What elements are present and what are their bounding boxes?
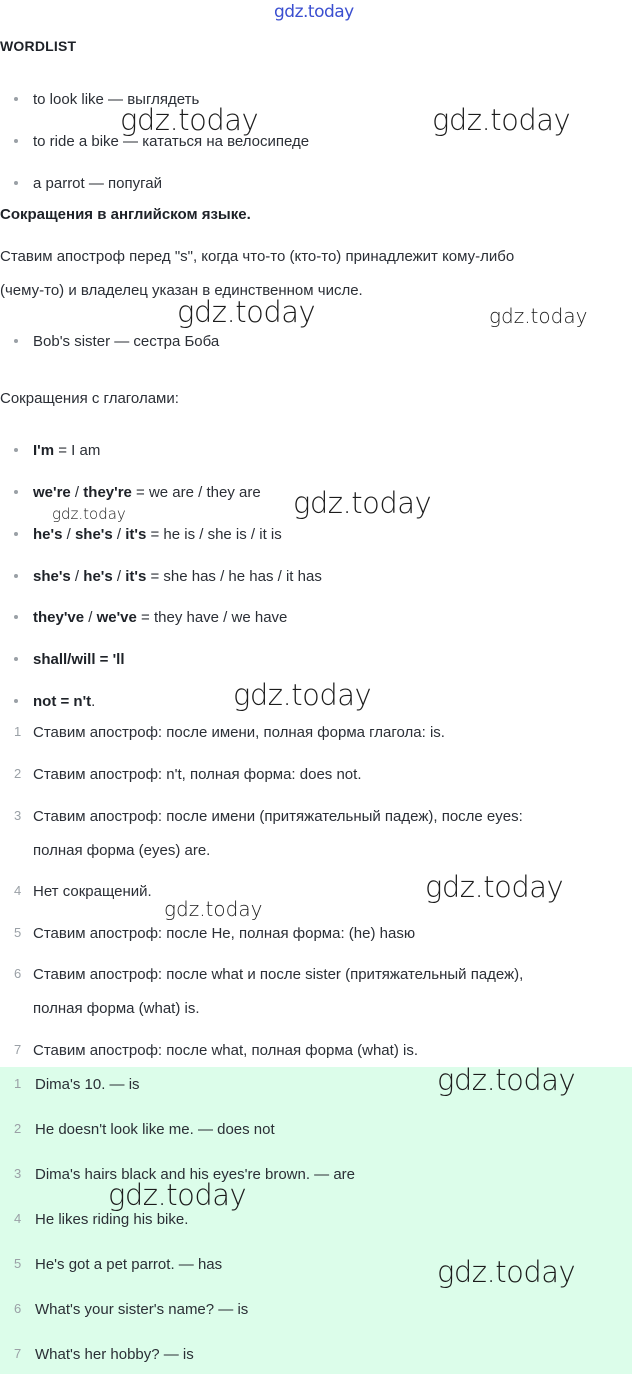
answer-text: He's got a pet parrot. — has (35, 1256, 223, 1273)
bullet-icon (14, 699, 18, 703)
explanation-number: 4 (14, 883, 22, 898)
contraction-form: he's (33, 525, 63, 543)
possessive-example-text: Bob's sister — сестра Боба (33, 332, 220, 350)
watermark: gdz.today (293, 486, 432, 520)
watermark: gdz.today (489, 304, 588, 328)
bullet-icon (14, 339, 18, 343)
contraction-full: = we are / they are (131, 483, 261, 501)
explanation-text: Ставим апостроф: n't, полная форма: does not. (33, 766, 362, 783)
wordlist-heading: WORDLIST (0, 38, 77, 54)
contraction-form: not = n't (33, 692, 92, 710)
explanation-number: 7 (14, 1042, 22, 1057)
answer-text: Dima's 10. — is (35, 1076, 140, 1093)
bullet-icon (14, 490, 18, 494)
answer-text: He doesn't look like me. — does not (35, 1121, 275, 1138)
contraction-form: she's (33, 567, 71, 585)
answer-number: 5 (14, 1256, 22, 1271)
contraction-form: we're (33, 483, 71, 501)
wordlist-item-text: to ride a bike — кататься на велосипеде (33, 132, 310, 150)
bullet-icon (14, 448, 18, 452)
contraction-full: = they have / we have (136, 608, 288, 626)
explanation-text-cont: полная форма (what) is. (33, 1000, 200, 1017)
answer-number: 2 (14, 1121, 22, 1136)
contraction-full: . (91, 692, 96, 710)
possessive-text-line1: Ставим апостроф перед "s", когда что-то (кто-то) принадлежит кому-либо (0, 248, 515, 265)
separator: / (70, 483, 84, 501)
contraction-form: it's (125, 567, 147, 585)
watermark: gdz.today (52, 505, 126, 523)
watermark: gdz.today (425, 870, 564, 904)
contraction-item (14, 481, 261, 503)
watermark: gdz.today (164, 897, 263, 921)
contraction-item (14, 606, 287, 628)
separator: / (112, 567, 126, 585)
watermark: gdz.today (233, 678, 372, 712)
watermark: gdz.today (437, 1063, 576, 1097)
answer-number: 6 (14, 1301, 22, 1316)
bullet-icon (14, 532, 18, 536)
verbs-heading: Сокращения с глаголами: (0, 390, 179, 407)
watermark: gdz.today (120, 103, 259, 137)
separator: / (62, 525, 75, 543)
contraction-form: they're (83, 483, 132, 501)
answer-number: 3 (14, 1166, 22, 1181)
answer-number: 7 (14, 1346, 22, 1361)
explanation-number: 5 (14, 925, 22, 940)
explanation-number: 1 (14, 724, 22, 739)
bullet-icon (14, 181, 18, 185)
explanation-text: Ставим апостроф: после имени, полная форма глагола: is. (33, 724, 445, 741)
contraction-form: she's (74, 525, 113, 543)
possessive-example (14, 330, 219, 352)
contraction-form: we've (96, 608, 137, 626)
separator: / (84, 608, 97, 626)
bullet-icon (14, 139, 18, 143)
contraction-item (14, 565, 322, 587)
answer-text: He likes riding his bike. (35, 1211, 189, 1228)
explanation-number: 3 (14, 808, 22, 823)
answer-text: Dima's hairs black and his eyes're brown. — are (35, 1166, 356, 1183)
bullet-icon (14, 657, 18, 661)
separator: / (70, 567, 84, 585)
explanation-text: Нет сокращений. (33, 883, 152, 900)
bullet-icon (14, 97, 18, 101)
explanation-text: Ставим апостроф: после имени (притяжательный падеж), после eyes: (33, 808, 523, 825)
contraction-full: = I am (54, 441, 101, 459)
answer-number: 1 (14, 1076, 22, 1091)
bullet-icon (14, 574, 18, 578)
contraction-item (14, 648, 125, 670)
bullet-icon (14, 615, 18, 619)
abbreviations-heading: Сокращения в английском языке. (0, 206, 251, 223)
site-logo[interactable]: gdz.today (274, 2, 354, 22)
separator: / (112, 525, 126, 543)
contraction-full: = she has / he has / it has (146, 567, 322, 585)
explanation-text: Ставим апостроф: после He, полная форма: (he) hasю (33, 925, 416, 942)
contraction-form: they've (33, 608, 85, 626)
wordlist-item-text: to look like — выглядеть (33, 90, 200, 108)
watermark: gdz.today (108, 1178, 247, 1212)
explanation-number: 6 (14, 966, 22, 981)
contraction-form: it's (125, 525, 147, 543)
contraction-form: I'm (33, 441, 55, 459)
answer-text: What's your sister's name? — is (35, 1301, 249, 1318)
watermark: gdz.today (432, 103, 571, 137)
explanation-number: 2 (14, 766, 22, 781)
contraction-form: he's (83, 567, 113, 585)
watermark: gdz.today (177, 295, 316, 329)
explanation-text: Ставим апостроф: после what и после sister (притяжательный падеж), (33, 966, 524, 983)
answer-number: 4 (14, 1211, 22, 1226)
contraction-form: shall/will = 'll (33, 650, 125, 668)
wordlist-item (14, 172, 162, 194)
explanation-text: Ставим апостроф: после what, полная форма (what) is. (33, 1042, 418, 1059)
watermark: gdz.today (437, 1255, 576, 1289)
contraction-item (14, 690, 95, 712)
wordlist-item-text: a parrot — попугай (33, 174, 162, 192)
contraction-item (14, 439, 100, 461)
possessive-text-line2: (чему-то) и владелец указан в единственном числе. (0, 282, 363, 299)
explanation-text-cont: полная форма (eyes) are. (33, 842, 211, 859)
answer-text: What's her hobby? — is (35, 1346, 194, 1363)
contraction-full: = he is / she is / it is (146, 525, 282, 543)
contraction-item (14, 523, 282, 545)
